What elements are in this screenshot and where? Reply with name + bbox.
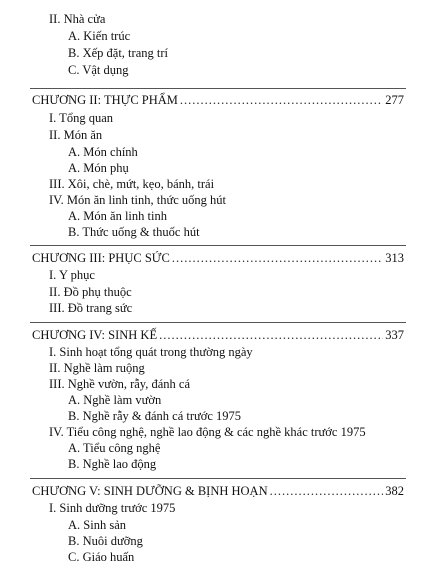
toc-subitem: B. Nuôi dưỡng	[68, 534, 143, 548]
toc-subitem: B. Thức uống & thuốc hút	[68, 225, 200, 239]
chapter-page-number: 313	[385, 251, 404, 265]
chapter-heading	[32, 483, 404, 499]
chapter-title: CHƯƠNG V: SINH DƯỠNG & BỊNH HOẠN	[32, 484, 268, 498]
toc-subitem: B. Xếp đặt, trang trí	[68, 46, 168, 60]
toc-subitem: A. Món ăn linh tinh	[68, 209, 167, 223]
toc-item: II. Nghề làm ruộng	[49, 361, 145, 375]
toc-subitem: A. Món phụ	[68, 161, 129, 175]
chapter-heading	[32, 250, 404, 266]
toc-subitem: A. Sinh sản	[68, 518, 126, 532]
toc-item: II. Đồ phụ thuộc	[49, 285, 132, 299]
leader-dots	[270, 483, 384, 499]
chapter-heading	[32, 327, 404, 343]
toc-subitem: C. Giáo huấn	[68, 550, 135, 564]
toc-item: IV. Tiểu công nghệ, nghề lao động & các nghề khác trước 1975	[49, 425, 366, 439]
toc-item: I. Sinh hoạt tổng quát trong thường ngày	[49, 345, 253, 359]
toc-subitem: C. Vật dụng	[68, 63, 129, 77]
toc-item: IV. Món ăn linh tinh, thức uống hút	[49, 193, 227, 207]
chapter-page-number: 277	[385, 93, 404, 107]
toc-subitem: B. Nghề rẫy & đánh cá trước 1975	[68, 409, 242, 423]
section-divider	[30, 478, 406, 479]
leader-dots	[159, 327, 383, 343]
toc-item: I. Tổng quan	[49, 111, 113, 125]
toc-item: III. Xôi, chè, mứt, kẹo, bánh, trái	[49, 177, 215, 191]
toc-item: III. Nghề vườn, rẫy, đánh cá	[49, 377, 190, 391]
section-divider	[30, 245, 406, 246]
chapter-page-number: 337	[385, 328, 404, 342]
chapter-title: CHƯƠNG III: PHỤC SỨC	[32, 251, 170, 265]
section-divider	[30, 322, 406, 323]
leader-dots	[172, 250, 383, 266]
chapter-heading	[32, 92, 404, 108]
toc-item: II. Nhà cửa	[49, 12, 106, 26]
toc-subitem: A. Tiểu công nghệ	[68, 441, 161, 455]
toc-subitem: A. Món chính	[68, 145, 138, 159]
chapter-title: CHƯƠNG II: THỰC PHẨM	[32, 93, 178, 107]
section-divider	[30, 88, 406, 89]
toc-item: I. Y phục	[49, 268, 95, 282]
leader-dots	[180, 92, 383, 108]
toc-subitem: A. Kiến trúc	[68, 29, 131, 43]
toc-item: III. Đồ trang sức	[49, 301, 133, 315]
toc-item: II. Món ăn	[49, 128, 103, 142]
toc-subitem: A. Nghề làm vườn	[68, 393, 162, 407]
chapter-title: CHƯƠNG IV: SINH KẾ	[32, 328, 158, 342]
toc-subitem: B. Nghề lao động	[68, 457, 157, 471]
toc-item: I. Sinh dưỡng trước 1975	[49, 501, 176, 515]
chapter-page-number: 382	[385, 484, 404, 498]
